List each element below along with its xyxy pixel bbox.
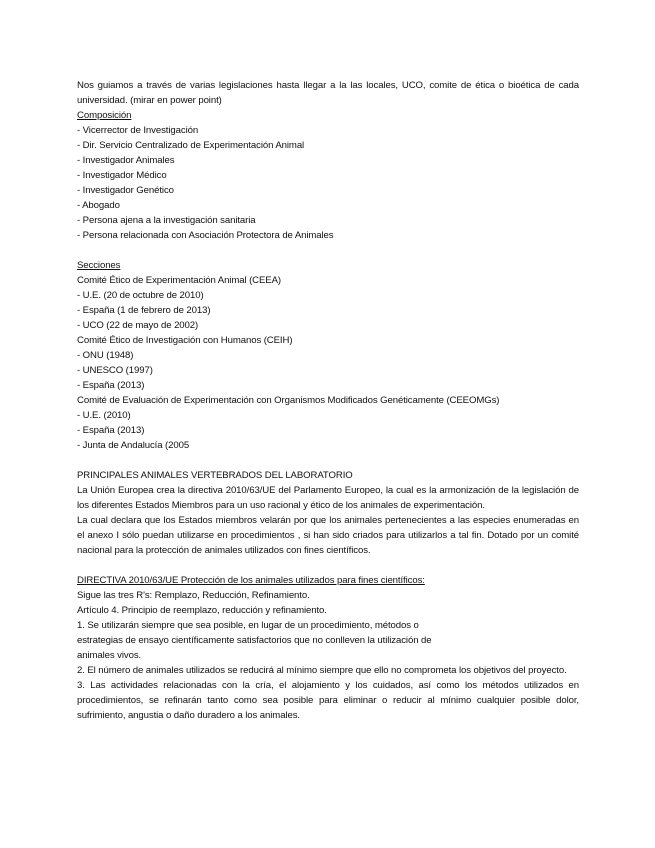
list-item: - ONU (1948) <box>77 350 134 361</box>
punto-1-line-1: 1. Se utilizarán siempre que sea posible, en lugar de un procedimiento, métodos o <box>77 620 419 631</box>
list-item: - UNESCO (1997) <box>77 365 153 376</box>
composicion-list <box>77 123 579 243</box>
list-item: - Investigador Genético <box>77 185 174 196</box>
intro-paragraph: Nos guiamos a través de varias legislaciones hasta llegar a la las locales, UCO, comite de ética o bioética de cada universidad. (mirar en power point) <box>77 80 579 106</box>
list-item: - Investigador Médico <box>77 170 167 181</box>
spacer <box>77 453 579 468</box>
document-page <box>77 78 579 723</box>
list-item: - Vicerrector de Investigación <box>77 125 199 136</box>
animales-paragraph-2: La cual declara que los Estados miembros velarán por que los animales pertenecientes a las especies enumeradas en el anexo I sólo puedan utilizarse en procedimientos , si han sido criados para utilizarlos a tal fin. Dotado por un comité nacional para la protección de animales utilizados con fines científicos. <box>77 515 579 556</box>
composicion-heading: Composición <box>77 110 132 121</box>
list-item: - Investigador Animales <box>77 155 175 166</box>
ceea-list <box>77 288 579 333</box>
punto-1-line-3: animales vivos. <box>77 650 142 661</box>
animales-paragraph-1: La Unión Europea crea la directiva 2010/63/UE del Parlamento Europeo, la cual es la armonización de la legislación de los diferentes Estados Miembros para un uso racional y ético de los animales de experimentación. <box>77 485 579 511</box>
list-item: - UCO (22 de mayo de 2002) <box>77 320 199 331</box>
ceih-list <box>77 348 579 393</box>
punto-3: 3. Las actividades relacionadas con la cría, el alojamiento y los cuidados, así como los métodos utilizados en procedimientos, se refinarán tanto como sea posible para eliminar o reducir al mínimo cualquier posible dolor, sufrimiento, angustia o daño duradero a los animales. <box>77 680 579 721</box>
list-item: - Junta de Andalucía (2005 <box>77 440 190 451</box>
list-item: - Dir. Servicio Centralizado de Experimentación Animal <box>77 140 305 151</box>
list-item: - España (1 de febrero de 2013) <box>77 305 211 316</box>
list-item: - Persona relacionada con Asociación Protectora de Animales <box>77 230 334 241</box>
list-item: - España (2013) <box>77 425 145 436</box>
list-item: - España (2013) <box>77 380 145 391</box>
spacer <box>77 243 579 258</box>
list-item: - U.E. (2010) <box>77 410 131 421</box>
list-item: - Abogado <box>77 200 120 211</box>
list-item: - U.E. (20 de octubre de 2010) <box>77 290 204 301</box>
articulo-4: Artículo 4. Principio de reemplazo, reducción y refinamiento. <box>77 605 327 616</box>
punto-1-line-2: estrategias de ensayo científicamente satisfactorios que no conlleven la utilización de <box>77 635 432 646</box>
ceeomgs-list <box>77 408 579 453</box>
ceea-title: Comité Ético de Experimentación Animal (CEEA) <box>77 275 281 286</box>
punto-2: 2. El número de animales utilizados se reducirá al mínimo siempre que ello no comprometa los objetivos del proyecto. <box>77 665 567 676</box>
secciones-heading: Secciones <box>77 260 121 271</box>
spacer <box>77 558 579 573</box>
ceeomgs-title: Comité de Evaluación de Experimentación con Organismos Modificados Genéticamente (CEEOMGs) <box>77 395 500 406</box>
tres-erres: Sigue las tres R's: Remplazo, Reducción, Refinamiento. <box>77 590 310 601</box>
ceih-title: Comité Ético de Investigación con Humanos (CEIH) <box>77 335 293 346</box>
directiva-title: DIRECTIVA 2010/63/UE Protección de los animales utilizados para fines científicos: <box>77 575 425 586</box>
list-item: - Persona ajena a la investigación sanitaria <box>77 215 256 226</box>
animales-heading: PRINCIPALES ANIMALES VERTEBRADOS DEL LABORATORIO <box>77 470 353 481</box>
